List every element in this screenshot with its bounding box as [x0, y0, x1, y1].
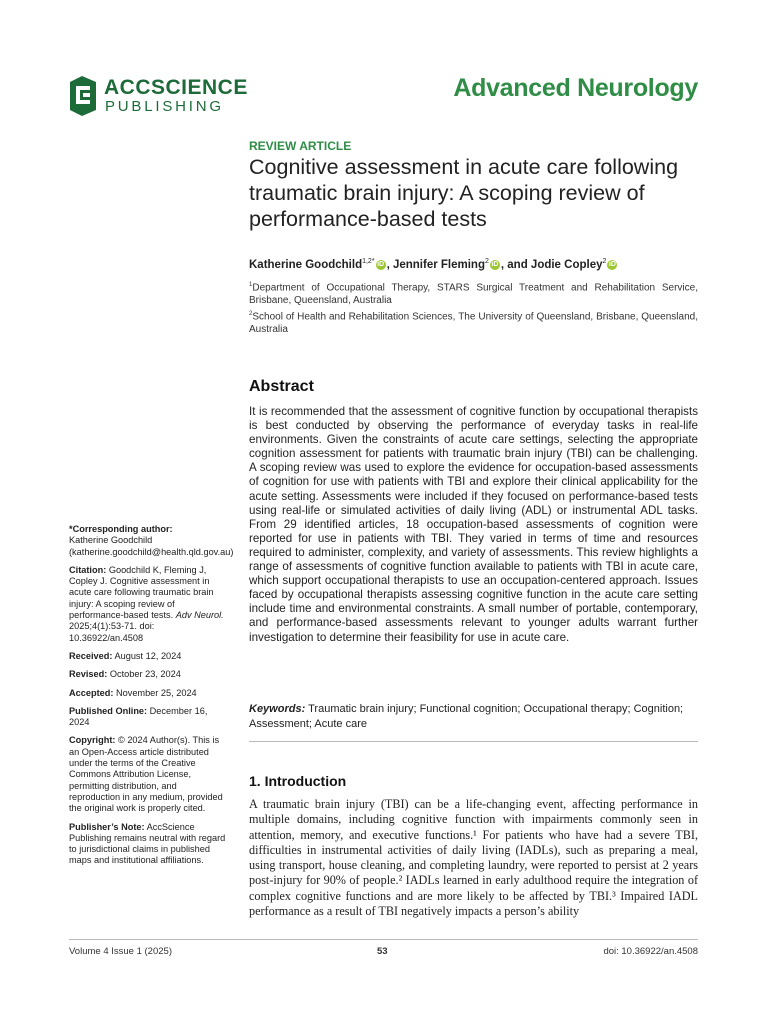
author-list	[249, 258, 699, 271]
affiliation	[249, 279, 698, 307]
received-date	[69, 651, 229, 662]
publisher-note-text: AccScience Publishing remains neutral with regard to jurisdictional claims in published maps and institutional affiliations.	[69, 821, 226, 866]
article-title: Cognitive assessment in acute care following traumatic brain injury: A scoping review of performance-based tests	[249, 155, 679, 231]
accepted-label: Accepted:	[69, 687, 114, 698]
abstract-heading: Abstract	[249, 378, 314, 395]
corresponding-label: *Corresponding author:	[69, 524, 173, 534]
author-name[interactable]: Jennifer Fleming	[392, 258, 485, 271]
published-value: December 16, 2024	[69, 705, 208, 728]
author-superscript: 1,2*	[362, 258, 375, 265]
orcid-icon[interactable]: iD	[608, 260, 616, 268]
copyright-label: Copyright:	[69, 735, 116, 746]
publisher-note-label: Publisher’s Note:	[69, 821, 145, 832]
citation	[69, 565, 229, 644]
received-label: Received:	[69, 650, 113, 661]
affiliation	[249, 308, 698, 336]
corresponding-text[interactable]: Katherine Goodchild (katherine.goodchild@health.qld.gov.au)	[69, 535, 234, 557]
accepted-value: November 25, 2024	[113, 687, 197, 698]
author-superscript: 2	[484, 258, 489, 265]
orcid-icon[interactable]: iD	[377, 260, 385, 268]
affiliation-number: 2	[249, 311, 253, 317]
citation-journal: Adv Neurol.	[175, 610, 224, 621]
published-date	[69, 706, 229, 729]
citation-tail[interactable]: 2025;4(1):53-71. doi: 10.36922/an.4508	[69, 621, 155, 643]
copyright-text: © 2024 Author(s). This is an Open-Access article distributed under the terms of the Creative Commons Attribution License, permitting distribution, and reproduction in any medium, provided the original work is properly cited.	[69, 735, 223, 814]
publisher-name-line2: PUBLISHING	[105, 98, 224, 115]
article-type: REVIEW ARTICLE	[249, 139, 352, 153]
affiliation-text: School of Health and Rehabilitation Sciences, The University of Queensland, Brisbane, Queensland, Australia	[249, 311, 698, 336]
journal-name: Advanced Neurology	[453, 74, 698, 102]
publisher-logo-icon	[68, 74, 98, 116]
orcid-icon[interactable]: iD	[491, 260, 499, 268]
accepted-date	[69, 688, 229, 699]
author-separator: ,	[386, 258, 393, 271]
author-separator: , and	[500, 258, 531, 271]
keywords-label: Keywords:	[249, 703, 306, 715]
revised-date	[69, 669, 229, 680]
introduction-text: A traumatic brain injury (TBI) can be a life-changing event, affecting performance in multiple domains, including cognitive function with impairments commonly seen in attention, memory, and executive functions.¹ For patients who have had a severe TBI, difficulties in instrumental activities of daily living (IADLs), such as preparing a meal, using transport, house cleaning, and completing laundry, were reported to persist at 2 years post-injury for 90% of people.² IADLs learned in early adulthood require the integration of complex cognitive functions and are more likely to be affected by TBI.³ Impaired IADL performance as a result of TBI negatively impacts a person’s ability	[249, 797, 698, 919]
footer-volume: Volume 4 Issue 1 (2025)	[69, 946, 172, 957]
abstract-text: It is recommended that the assessment of cognitive function by occupational therapists is best conducted by observing the performance of everyday tasks in real-life environments. Given the constraints of acute care settings, selecting the appropriate cognition assessment for patients with traumatic brain injury (TBI) can be challenging. A scoping review was used to explore the evidence for occupation-based assessments of cognition for use with patients with TBI and explore their clinical applicability for the acute setting. Assessments were included if they focused on performance-based tests using real-life or simulated activities of daily living (ADL) or instrumental ADL tasks. From 29 identified articles, 18 occupation-based assessments of cognition were reported for use in patients with TBI. They varied in terms of time and resources required to administer, complexity, and variety of assessments. This review highlights a range of assessments of cognitive function available to patients with TBI in acute care, which support occupational therapists to use an occupation-centered approach. Issues faced by occupational therapists assessing cognitive function in the acute care setting include time and environmental constraints. A small number of portable, contemporary, and performance-based assessments relevant to younger adults warrant further investigation to determine their feasibility for use in acute care.	[249, 405, 698, 644]
keywords-text: Traumatic brain injury; Functional cognition; Occupational therapy; Cognition; Assessment; Acute care	[249, 703, 684, 730]
footer-doi[interactable]: doi: 10.36922/an.4508	[603, 946, 698, 957]
citation-label: Citation:	[69, 564, 107, 575]
received-value: August 12, 2024	[112, 650, 182, 661]
citation-text: Goodchild K, Fleming J, Copley J. Cognitive assessment in acute care following traumatic brain injury: A scoping review of performance-based tests.	[69, 564, 214, 621]
author-superscript: 2	[602, 258, 607, 265]
author-name[interactable]: Katherine Goodchild	[249, 258, 363, 271]
article-info-sidebar	[69, 524, 234, 874]
introduction-heading: 1. Introduction	[249, 773, 347, 789]
publisher-name-line1: ACCSCIENCE	[104, 76, 248, 99]
revised-label: Revised:	[69, 669, 108, 680]
published-label: Published Online:	[69, 705, 148, 716]
author-name[interactable]: Jodie Copley	[530, 258, 603, 271]
corresponding-author	[69, 524, 234, 558]
publisher-logo	[68, 74, 248, 118]
publisher-note	[69, 822, 229, 867]
page-number: 53	[377, 946, 388, 957]
affiliation-number: 1	[249, 282, 253, 288]
revised-value: October 23, 2024	[107, 669, 181, 680]
keywords	[249, 702, 698, 731]
affiliation-text: Department of Occupational Therapy, STARS Surgical Treatment and Rehabilitation Service, Brisbane, Queensland, Australia	[249, 282, 698, 307]
copyright	[69, 735, 229, 814]
section-divider	[249, 741, 698, 742]
footer-divider	[69, 939, 698, 940]
